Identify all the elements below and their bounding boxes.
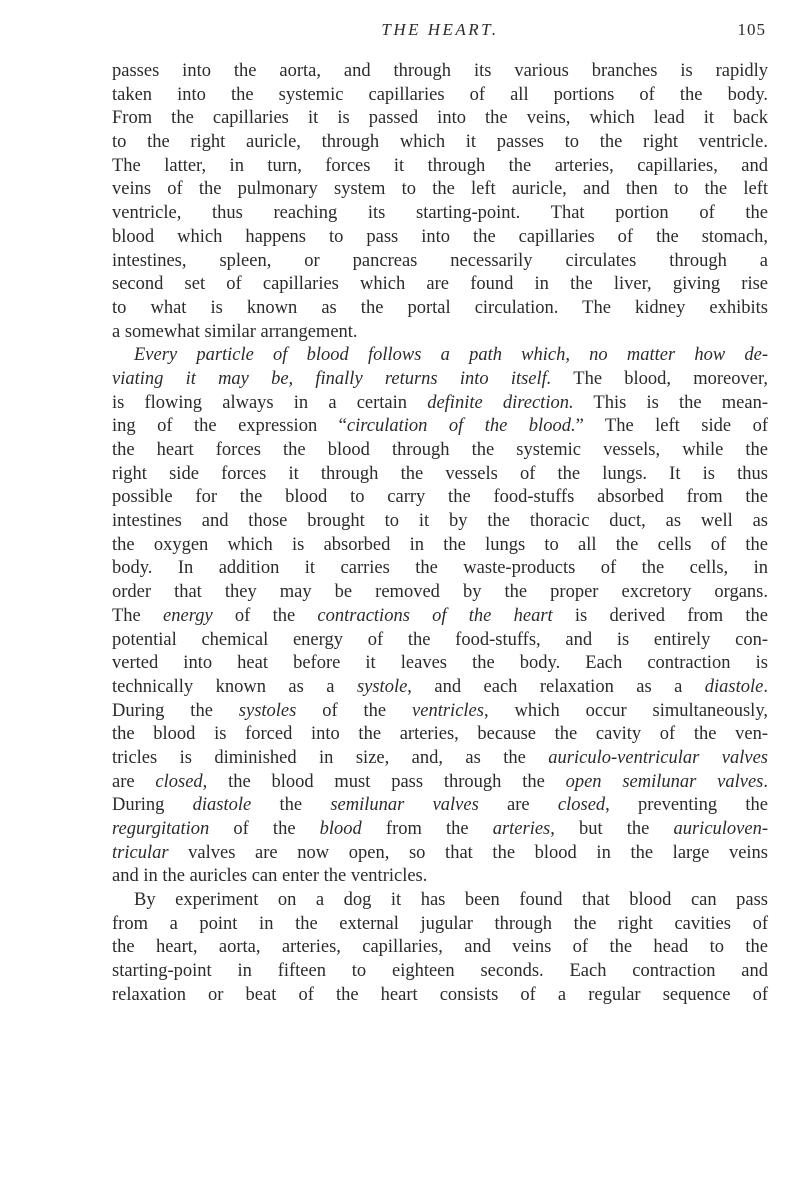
text-line [112, 865, 768, 889]
text-line [112, 794, 768, 818]
text-run: , which occur simultaneously, [483, 700, 768, 721]
text-line [112, 510, 768, 534]
text-line [112, 321, 768, 345]
text-line [112, 178, 768, 202]
text-line [112, 344, 768, 368]
text-line [112, 297, 768, 321]
text-run: a somewhat similar arrangement. [112, 321, 358, 342]
italic-phrase: arteries [492, 819, 551, 839]
text-line [112, 273, 768, 297]
text-line [112, 463, 768, 487]
italic-phrase: systole [356, 676, 408, 697]
text-line [112, 747, 768, 771]
text-line [112, 629, 768, 653]
text-line [112, 368, 768, 392]
running-title: THE HEART. [381, 20, 499, 39]
text-run: to the right auricle, through which it passes to the right ventricle. [112, 132, 768, 153]
text-run: relaxation or beat of the heart consists of a regular sequence of [112, 984, 768, 1005]
text-line [112, 392, 768, 416]
text-run: The latter, in turn, forces it through the arteries, capillaries, and [112, 155, 768, 176]
text-line [112, 936, 768, 960]
text-line [112, 486, 768, 510]
text-run: to what is known as the portal circulation. The kidney exhibits [112, 297, 768, 318]
italic-phrase: auriculoven- [673, 819, 769, 839]
text-line [112, 913, 768, 937]
text-line [112, 842, 768, 866]
text-run: from a point in the external jugular through the right cavities of [112, 913, 768, 934]
text-run: of the [212, 605, 318, 626]
text-run: the heart, aorta, arteries, capillaries, and veins of the head to the [112, 937, 768, 958]
text-run: possible for the blood to carry the food-stuffs absorbed from the [112, 487, 768, 508]
text-run: ing of the expression “ [112, 416, 347, 437]
text-run: is flowing always in a certain [112, 392, 428, 413]
text-line [112, 534, 768, 558]
italic-phrase: viating it may be, finally returns into itself. [112, 368, 552, 389]
text-run: the [251, 795, 331, 816]
text-line [112, 652, 768, 676]
text-run: During [112, 795, 193, 816]
text-line [112, 155, 768, 179]
page-number: 105 [737, 20, 766, 39]
italic-phrase: energy [163, 605, 213, 626]
text-run: potential chemical energy of the food-stuffs, and is entirely con- [112, 629, 768, 650]
italic-phrase: closed [557, 795, 606, 816]
text-run: intestines and those brought to it by the thoracic duct, as well as [112, 511, 768, 532]
text-run: , and each relaxation as a [407, 676, 705, 697]
text-run: order that they may be removed by the proper excretory organs. [112, 582, 768, 603]
text-run: , preventing the [605, 795, 768, 816]
italic-phrase: tricular [112, 842, 169, 863]
text-run: , but the [550, 819, 674, 839]
text-run: passes into the aorta, and through its various branches is rapidly [112, 61, 768, 81]
text-run: ventricle, thus reaching its starting-point. That portion of the [112, 203, 768, 224]
text-run: verted into heat before it leaves the body. Each contraction is [112, 653, 768, 674]
italic-phrase: definite direction. [427, 392, 574, 413]
italic-phrase: ventricles [412, 700, 484, 721]
text-line [112, 984, 768, 1008]
text-run: is derived from the [552, 605, 769, 626]
text-run: . [763, 676, 769, 697]
italic-phrase: closed [155, 771, 203, 792]
text-run: , the blood must pass through the [202, 771, 566, 792]
text-run: right side forces it through the vessels of the lungs. It is thus [112, 463, 768, 484]
text-line [112, 202, 768, 226]
text-line [112, 581, 768, 605]
italic-phrase: diastole [704, 676, 764, 697]
italic-phrase: semilunar valves [330, 795, 479, 816]
italic-phrase: blood [319, 819, 362, 839]
italic-phrase: regurgitation [112, 819, 210, 839]
text-line [112, 557, 768, 581]
italic-phrase: diastole [192, 795, 252, 816]
text-run: tricles is diminished in size, and, as the [112, 747, 549, 768]
text-line [112, 723, 768, 747]
text-run: The blood, moreover, [551, 368, 768, 389]
text-line [112, 605, 768, 629]
running-head [112, 20, 768, 50]
italic-phrase: systoles [238, 700, 297, 721]
text-line [112, 960, 768, 984]
text-line [112, 250, 768, 274]
text-line [112, 818, 768, 842]
text-run: During the [112, 700, 239, 721]
text-line [112, 107, 768, 131]
italic-phrase: circulation of the blood. [346, 416, 576, 437]
italic-phrase: open semilunar valves [565, 771, 764, 792]
text-run: starting-point in fifteen to eighteen seconds. Each contraction and [112, 961, 768, 982]
text-run: valves are now open, so that the blood in the large veins [168, 842, 768, 863]
text-run: the oxygen which is absorbed in the lungs to all the cells of the [112, 534, 768, 555]
text-line [112, 60, 768, 84]
text-run: intestines, spleen, or pancreas necessarily circulates through a [112, 250, 768, 271]
italic-phrase: auriculo-ventricular valves [548, 747, 768, 768]
text-run: of the [209, 819, 320, 839]
text-line [112, 226, 768, 250]
text-line [112, 889, 768, 913]
text-run: from the [361, 819, 493, 839]
italic-phrase: Every particle of blood follows a path which, no matter how de- [134, 345, 768, 366]
text-run: second set of capillaries which are found in the liver, giving rise [112, 274, 768, 295]
text-run: are [112, 771, 156, 792]
text-run: and in the auricles can enter the ventricles. [112, 866, 428, 887]
text-run: the blood is forced into the arteries, because the cavity of the ven- [112, 724, 768, 745]
text-line [112, 771, 768, 795]
text-run: of the [296, 700, 413, 721]
text-run: body. In addition it carries the waste-products of the cells, in [112, 558, 768, 579]
text-line [112, 84, 768, 108]
italic-phrase: contractions of the heart [317, 605, 553, 626]
text-run: The [112, 605, 164, 626]
text-run: This is the mean- [573, 392, 768, 413]
text-line [112, 676, 768, 700]
text-run: . [763, 771, 768, 792]
text-line [112, 439, 768, 463]
text-line [112, 131, 768, 155]
text-run: are [478, 795, 558, 816]
text-run: ” The left side of [575, 416, 768, 437]
text-run: the heart forces the blood through the systemic vessels, while the [112, 440, 768, 460]
body-text [112, 60, 768, 1008]
text-run: taken into the systemic capillaries of all portions of the body. [112, 84, 768, 105]
text-run: blood which happens to pass into the capillaries of the stomach, [112, 226, 768, 247]
text-run: technically known as a [112, 676, 357, 697]
text-line [112, 700, 768, 724]
text-run: From the capillaries it is passed into the veins, which lead it back [112, 108, 768, 129]
text-run: veins of the pulmonary system to the left auricle, and then to the left [112, 179, 768, 200]
text-line [112, 415, 768, 439]
text-run: By experiment on a dog it has been found that blood can pass [134, 890, 768, 911]
